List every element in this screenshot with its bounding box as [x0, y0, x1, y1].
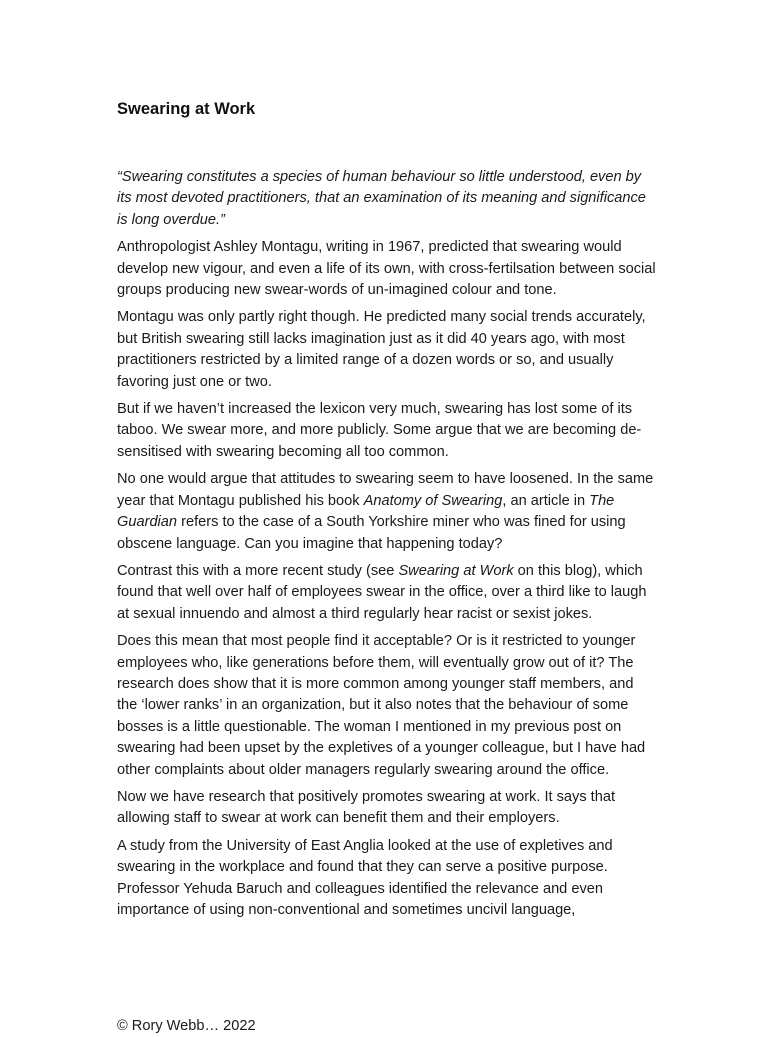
paragraph-2: Montagu was only partly right though. He predicted many social trends accurately, but British swearing still lacks imagination just as it did 40 years ago, with most practitioners restricted by a limited range of a dozen words or so, and usually favoring just one or two. [117, 309, 646, 390]
paragraph-5-text-c: on this blog), which found that well over half of employees swear in the office, over a third like to laugh at sexual innuendo and almost a third regularly hear racist or sexist jokes. [117, 562, 647, 622]
paragraph-5-text-a: Contrast this with a more recent study (see [117, 562, 399, 579]
newspaper-title-the-guardian: The Guardian [117, 492, 615, 531]
paragraph-5 [117, 561, 657, 625]
paragraph-4-text-a: No one would argue that attitudes to swearing seem to have loosened. In the same year that Montagu published his book [117, 471, 654, 509]
paragraph-3: But if we haven’t increased the lexicon very much, swearing has lost some of its taboo. We swear more, and more publicly. Some argue that we are becoming de-sensitised with swearing becoming all too common. [117, 401, 642, 460]
book-title-anatomy-of-swearing: Anatomy of Swearing [363, 492, 503, 509]
paragraph-4 [117, 469, 657, 555]
paragraph-1: Anthropologist Ashley Montagu, writing in 1967, predicted that swearing would develop new vigour, and even a life of its own, with cross-fertilsation between social groups producing new swear-words of un-imagined colour and tone. [117, 239, 656, 299]
post-title-swearing-at-work: Swearing at Work [398, 562, 514, 579]
paragraph-4-text-e: refers to the case of a South Yorkshire miner who was fined for using obscene language. Can you imagine that happening today? [117, 514, 626, 552]
copyright-footer: © Rory Webb… 2022 [117, 1018, 256, 1034]
paragraph-4-text-c: , an article in [502, 492, 590, 509]
opening-quote: “Swearing constitutes a species of human behaviour so little understood, even by its most devoted practitioners, that an examination of its meaning and significance is long overdue.” [117, 169, 646, 228]
document-title: Swearing at Work [117, 100, 256, 118]
paragraph-7: Now we have research that positively promotes swearing at work. It says that allowing staff to swear at work can benefit them and their employers. [117, 788, 616, 827]
document-page [117, 98, 657, 927]
paragraph-8: A study from the University of East Anglia looked at the use of expletives and swearing in the workplace and found that they can serve a positive purpose. Professor Yehuda Baruch and colleagues identified the relevance and even importance of using non-conventional and sometimes uncivil language, [117, 837, 613, 918]
paragraph-6: Does this mean that most people find it acceptable? Or is it restricted to younger employees who, like generations before them, will eventually grow out of it? The research does show that it is more common among younger staff members, and the ‘lower ranks’ in an organization, but it also notes that the behaviour of some bosses is a little questionable. The woman I mentioned in my previous post on swearing had been upset by the expletives of a younger colleague, but I have had other complaints about older managers regularly swearing around the office. [117, 633, 646, 778]
